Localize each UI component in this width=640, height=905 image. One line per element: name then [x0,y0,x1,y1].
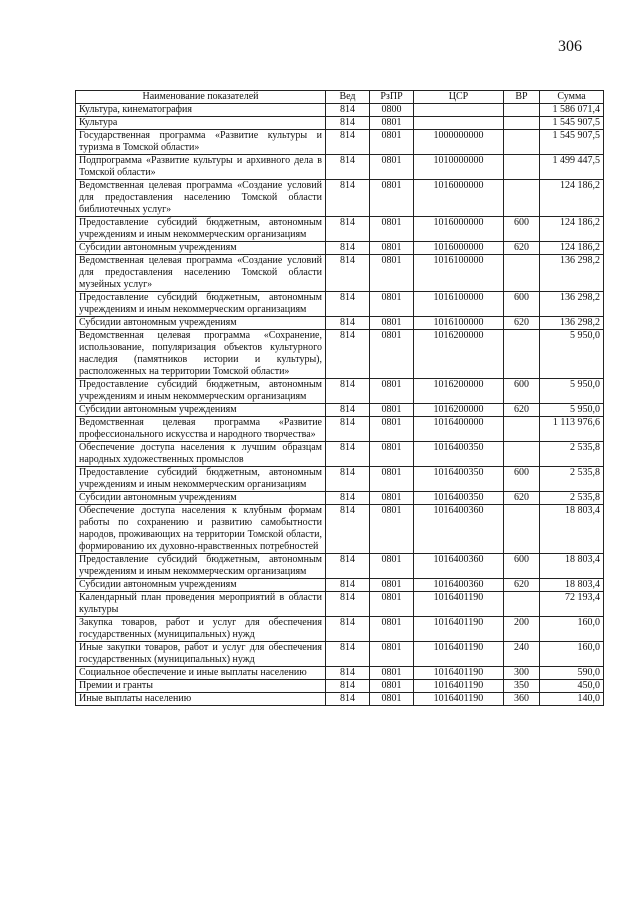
cell-csr: 1010000000 [414,155,504,180]
cell-rzpr: 0801 [370,693,414,706]
table-row [76,155,604,180]
cell-ved: 814 [326,417,370,442]
budget-table [75,90,604,706]
cell-rzpr: 0801 [370,330,414,379]
cell-sum: 136 298,2 [540,317,604,330]
cell-ved: 814 [326,680,370,693]
cell-name: Обеспечение доступа населения к лучшим образцам народных художественных промыслов [76,442,326,467]
cell-sum: 450,0 [540,680,604,693]
table-row [76,217,604,242]
cell-ved: 814 [326,242,370,255]
cell-name: Предоставление субсидий бюджетным, автономным учреждениям и иным некоммерческим организациям [76,467,326,492]
cell-sum: 124 186,2 [540,242,604,255]
cell-ved: 814 [326,155,370,180]
cell-ved: 814 [326,492,370,505]
table-row [76,130,604,155]
cell-sum: 160,0 [540,617,604,642]
cell-ved: 814 [326,330,370,379]
cell-ved: 814 [326,104,370,117]
cell-csr: 1016400350 [414,492,504,505]
cell-csr: 1016401190 [414,617,504,642]
cell-ved: 814 [326,442,370,467]
cell-ved: 814 [326,554,370,579]
cell-ved: 814 [326,642,370,667]
cell-vr: 600 [504,292,540,317]
cell-name: Субсидии автономным учреждениям [76,317,326,330]
cell-vr [504,255,540,292]
table-row [76,379,604,404]
cell-rzpr: 0801 [370,317,414,330]
cell-sum: 124 186,2 [540,180,604,217]
cell-sum: 18 803,4 [540,579,604,592]
cell-ved: 814 [326,617,370,642]
header-name: Наименование показателей [76,91,326,104]
cell-name: Предоставление субсидий бюджетным, автономным учреждениям и иным некоммерческим организациям [76,379,326,404]
cell-vr [504,330,540,379]
cell-sum: 1 545 907,5 [540,130,604,155]
cell-vr: 200 [504,617,540,642]
cell-rzpr: 0801 [370,130,414,155]
header-csr: ЦСР [414,91,504,104]
cell-csr: 1000000000 [414,130,504,155]
table-row [76,330,604,379]
cell-vr: 600 [504,379,540,404]
table-row [76,117,604,130]
cell-csr: 1016100000 [414,255,504,292]
cell-sum: 5 950,0 [540,330,604,379]
cell-name: Календарный план проведения мероприятий в области культуры [76,592,326,617]
header-vr: ВР [504,91,540,104]
cell-rzpr: 0801 [370,117,414,130]
cell-ved: 814 [326,217,370,242]
cell-rzpr: 0801 [370,292,414,317]
cell-sum: 1 113 976,6 [540,417,604,442]
cell-csr: 1016400360 [414,579,504,592]
cell-rzpr: 0801 [370,155,414,180]
cell-name: Предоставление субсидий бюджетным, автономным учреждениям и иным некоммерческим организациям [76,217,326,242]
cell-csr: 1016100000 [414,317,504,330]
cell-ved: 814 [326,317,370,330]
cell-sum: 18 803,4 [540,505,604,554]
cell-name: Обеспечение доступа населения к клубным формам работы по сохранению и развитию самобытности народов, проживающих на территории Томской области, формированию их духовно-нравственных потребностей [76,505,326,554]
cell-sum: 1 499 447,5 [540,155,604,180]
table-row [76,417,604,442]
table-row [76,579,604,592]
cell-csr [414,104,504,117]
cell-sum: 72 193,4 [540,592,604,617]
cell-csr: 1016400350 [414,442,504,467]
cell-sum: 140,0 [540,693,604,706]
cell-sum: 1 545 907,5 [540,117,604,130]
cell-vr [504,104,540,117]
cell-sum: 5 950,0 [540,379,604,404]
cell-vr: 240 [504,642,540,667]
cell-vr [504,442,540,467]
cell-ved: 814 [326,505,370,554]
cell-rzpr: 0801 [370,180,414,217]
cell-csr: 1016401190 [414,693,504,706]
table-row [76,554,604,579]
cell-rzpr: 0801 [370,579,414,592]
cell-sum: 2 535,8 [540,492,604,505]
cell-rzpr: 0801 [370,617,414,642]
table-row [76,680,604,693]
cell-csr: 1016400360 [414,505,504,554]
cell-rzpr: 0801 [370,492,414,505]
cell-csr: 1016400350 [414,467,504,492]
cell-name: Ведомственная целевая программа «Развитие профессионального искусства и народного творчества» [76,417,326,442]
cell-ved: 814 [326,693,370,706]
cell-vr: 350 [504,680,540,693]
table-row [76,292,604,317]
cell-sum: 18 803,4 [540,554,604,579]
cell-sum: 136 298,2 [540,292,604,317]
header-rzpr: РзПР [370,91,414,104]
cell-ved: 814 [326,404,370,417]
cell-ved: 814 [326,117,370,130]
cell-name: Предоставление субсидий бюджетным, автономным учреждениям и иным некоммерческим организациям [76,554,326,579]
cell-name: Социальное обеспечение и иные выплаты населению [76,667,326,680]
cell-rzpr: 0801 [370,242,414,255]
cell-ved: 814 [326,467,370,492]
cell-csr: 1016401190 [414,680,504,693]
cell-ved: 814 [326,667,370,680]
cell-name: Предоставление субсидий бюджетным, автономным учреждениям и иным некоммерческим организациям [76,292,326,317]
table-row [76,317,604,330]
cell-rzpr: 0801 [370,404,414,417]
cell-name: Субсидии автономным учреждениям [76,404,326,417]
table-row [76,104,604,117]
table-row [76,242,604,255]
cell-sum: 590,0 [540,667,604,680]
cell-vr: 620 [504,579,540,592]
header-ved: Вед [326,91,370,104]
header-sum: Сумма [540,91,604,104]
cell-vr [504,505,540,554]
table-row [76,467,604,492]
cell-sum: 160,0 [540,642,604,667]
cell-rzpr: 0801 [370,442,414,467]
cell-vr: 600 [504,467,540,492]
cell-csr: 1016401190 [414,667,504,680]
cell-ved: 814 [326,579,370,592]
cell-csr: 1016200000 [414,330,504,379]
cell-name: Субсидии автономным учреждениям [76,492,326,505]
table-row [76,617,604,642]
cell-name: Культура, кинематография [76,104,326,117]
table-row [76,505,604,554]
cell-csr [414,117,504,130]
table-row [76,442,604,467]
cell-ved: 814 [326,180,370,217]
cell-name: Культура [76,117,326,130]
cell-vr [504,117,540,130]
table-row [76,492,604,505]
cell-rzpr: 0801 [370,505,414,554]
cell-rzpr: 0801 [370,667,414,680]
page-number: 306 [558,38,582,55]
cell-name: Ведомственная целевая программа «Создание условий для предоставления населению Томской области музейных услуг» [76,255,326,292]
cell-name: Подпрограмма «Развитие культуры и архивного дела в Томской области» [76,155,326,180]
cell-vr: 360 [504,693,540,706]
cell-name: Государственная программа «Развитие культуры и туризма в Томской области» [76,130,326,155]
table-body [76,104,604,706]
cell-vr: 600 [504,554,540,579]
cell-vr: 620 [504,404,540,417]
cell-csr: 1016000000 [414,242,504,255]
cell-csr: 1016200000 [414,404,504,417]
cell-name: Субсидии автономным учреждениям [76,242,326,255]
cell-rzpr: 0801 [370,554,414,579]
cell-ved: 814 [326,292,370,317]
cell-ved: 814 [326,130,370,155]
cell-vr: 620 [504,317,540,330]
table-row [76,667,604,680]
cell-vr [504,130,540,155]
cell-csr: 1016000000 [414,180,504,217]
cell-name: Иные выплаты населению [76,693,326,706]
cell-vr: 300 [504,667,540,680]
cell-csr: 1016200000 [414,379,504,404]
cell-name: Субсидии автономным учреждениям [76,579,326,592]
cell-sum: 1 586 071,4 [540,104,604,117]
cell-name: Ведомственная целевая программа «Создание условий для предоставления населению Томской области библиотечных услуг» [76,180,326,217]
cell-rzpr: 0801 [370,680,414,693]
cell-rzpr: 0801 [370,467,414,492]
cell-rzpr: 0801 [370,642,414,667]
cell-ved: 814 [326,255,370,292]
cell-name: Премии и гранты [76,680,326,693]
cell-rzpr: 0800 [370,104,414,117]
cell-csr: 1016400000 [414,417,504,442]
cell-ved: 814 [326,379,370,404]
cell-vr: 620 [504,492,540,505]
cell-sum: 5 950,0 [540,404,604,417]
cell-vr [504,417,540,442]
cell-csr: 1016401190 [414,592,504,617]
cell-rzpr: 0801 [370,592,414,617]
cell-vr: 600 [504,217,540,242]
cell-rzpr: 0801 [370,379,414,404]
table-row [76,592,604,617]
cell-rzpr: 0801 [370,417,414,442]
cell-name: Ведомственная целевая программа «Сохранение, использование, популяризация объектов культурного наследия (памятников истории и культуры), расположенных на территории Томской области» [76,330,326,379]
cell-vr [504,592,540,617]
cell-csr: 1016000000 [414,217,504,242]
cell-vr [504,155,540,180]
table-header-row [76,91,604,104]
cell-sum: 2 535,8 [540,442,604,467]
cell-rzpr: 0801 [370,217,414,242]
table-row [76,642,604,667]
cell-ved: 814 [326,592,370,617]
table-row [76,180,604,217]
cell-sum: 2 535,8 [540,467,604,492]
cell-csr: 1016100000 [414,292,504,317]
cell-vr: 620 [504,242,540,255]
table-row [76,404,604,417]
cell-name: Иные закупки товаров, работ и услуг для обеспечения государственных (муниципальных) нужд [76,642,326,667]
table-row [76,693,604,706]
table-row [76,255,604,292]
cell-vr [504,180,540,217]
cell-csr: 1016400360 [414,554,504,579]
cell-sum: 124 186,2 [540,217,604,242]
cell-name: Закупка товаров, работ и услуг для обеспечения государственных (муниципальных) нужд [76,617,326,642]
cell-csr: 1016401190 [414,642,504,667]
cell-rzpr: 0801 [370,255,414,292]
cell-sum: 136 298,2 [540,255,604,292]
